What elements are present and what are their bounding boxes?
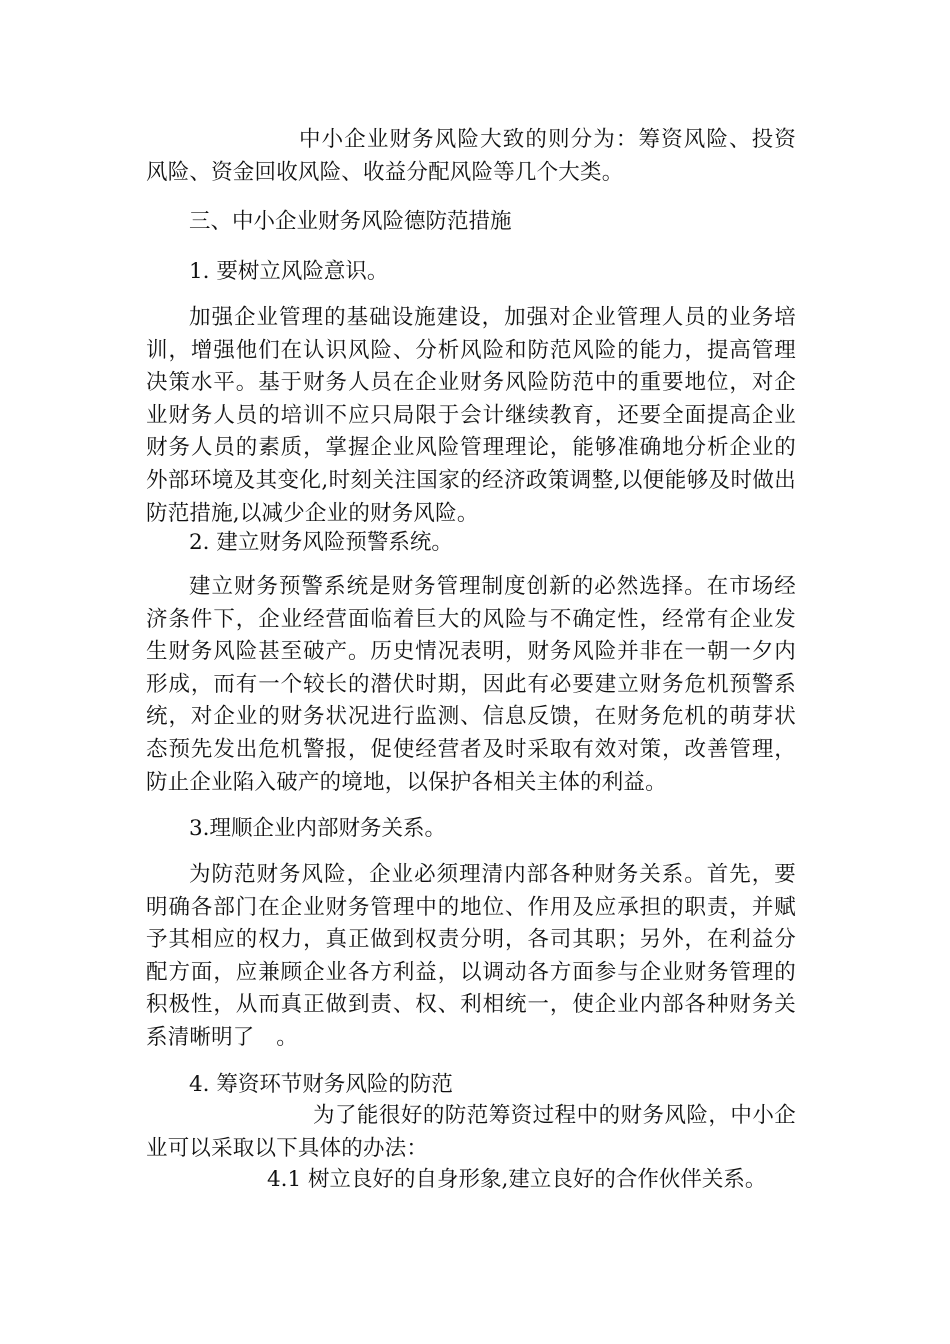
paragraph-risk-awareness: 加强企业管理的基础设施建设，加强对企业管理人员的业务培训，增强他们在认识风险、分析风险和防范风险的能力，提高管理决策水平。基于财务人员在企业财务风险防范中的重要地位，对企业财务人员的培训不应只局限于会计继续教育，还要全面提高企业财务人员的素质，掌握企业风险管理理论，能够准确地分析企业的外部环境及其变化,时刻关注国家的经济政策调整,以便能够及时做出防范措施,以减少企业的财务风险。 <box>146 305 796 526</box>
paragraph-early-warning: 建立财务预警系统是财务管理制度创新的必然选择。在市场经济条件下，企业经营面临着巨大的风险与不确定性，经常有企业发生财务风险甚至破产。历史情况表明，财务风险并非在一朝一夕内形成，而有一个较长的潜伏时期，因此有必要建立财务危机预警系统，对企业的财务状况进行监测、信息反馈，在财务危机的萌芽状态预先发出危机警报，促使经营者及时采取有效对策，改善管理，防止企业陷入破产的境地，以保护各相关主体的利益。 <box>146 574 796 795</box>
subheading-3-3: 3.理顺企业内部财务关系。 <box>189 816 447 841</box>
subheading-3-4: 4. 筹资环节财务风险的防范 <box>189 1072 453 1097</box>
subheading-3-2: 2. 建立财务风险预警系统。 <box>189 530 453 555</box>
subheading-4-1: 4.1 树立良好的自身形象,建立良好的合作伙伴关系。 <box>267 1167 767 1192</box>
subheading-3-1: 1. 要树立风险意识。 <box>189 259 389 284</box>
paragraph-financing-methods: 为了能很好的防范筹资过程中的财务风险，中小企业可以采取以下具体的办法： <box>146 1103 796 1161</box>
section-heading-3: 三、中小企业财务风险德防范措施 <box>189 209 512 234</box>
paragraph-risk-categories: 中小企业财务风险大致的则分为：筹资风险、投资风险、资金回收风险、收益分配风险等几个大类。 <box>146 127 796 185</box>
paragraph-internal-relations: 为防范财务风险，企业必须理清内部各种财务关系。首先，要明确各部门在企业财务管理中的地位、作用及应承担的职责，并赋予其相应的权力，真正做到权责分明，各司其职；另外，在利益分配方面，应兼顾企业各方利益，以调动各方面参与企业财务管理的积极性，从而真正做到责、权、利相统一，使企业内部各种财务关系清晰明了 。 <box>146 862 796 1050</box>
